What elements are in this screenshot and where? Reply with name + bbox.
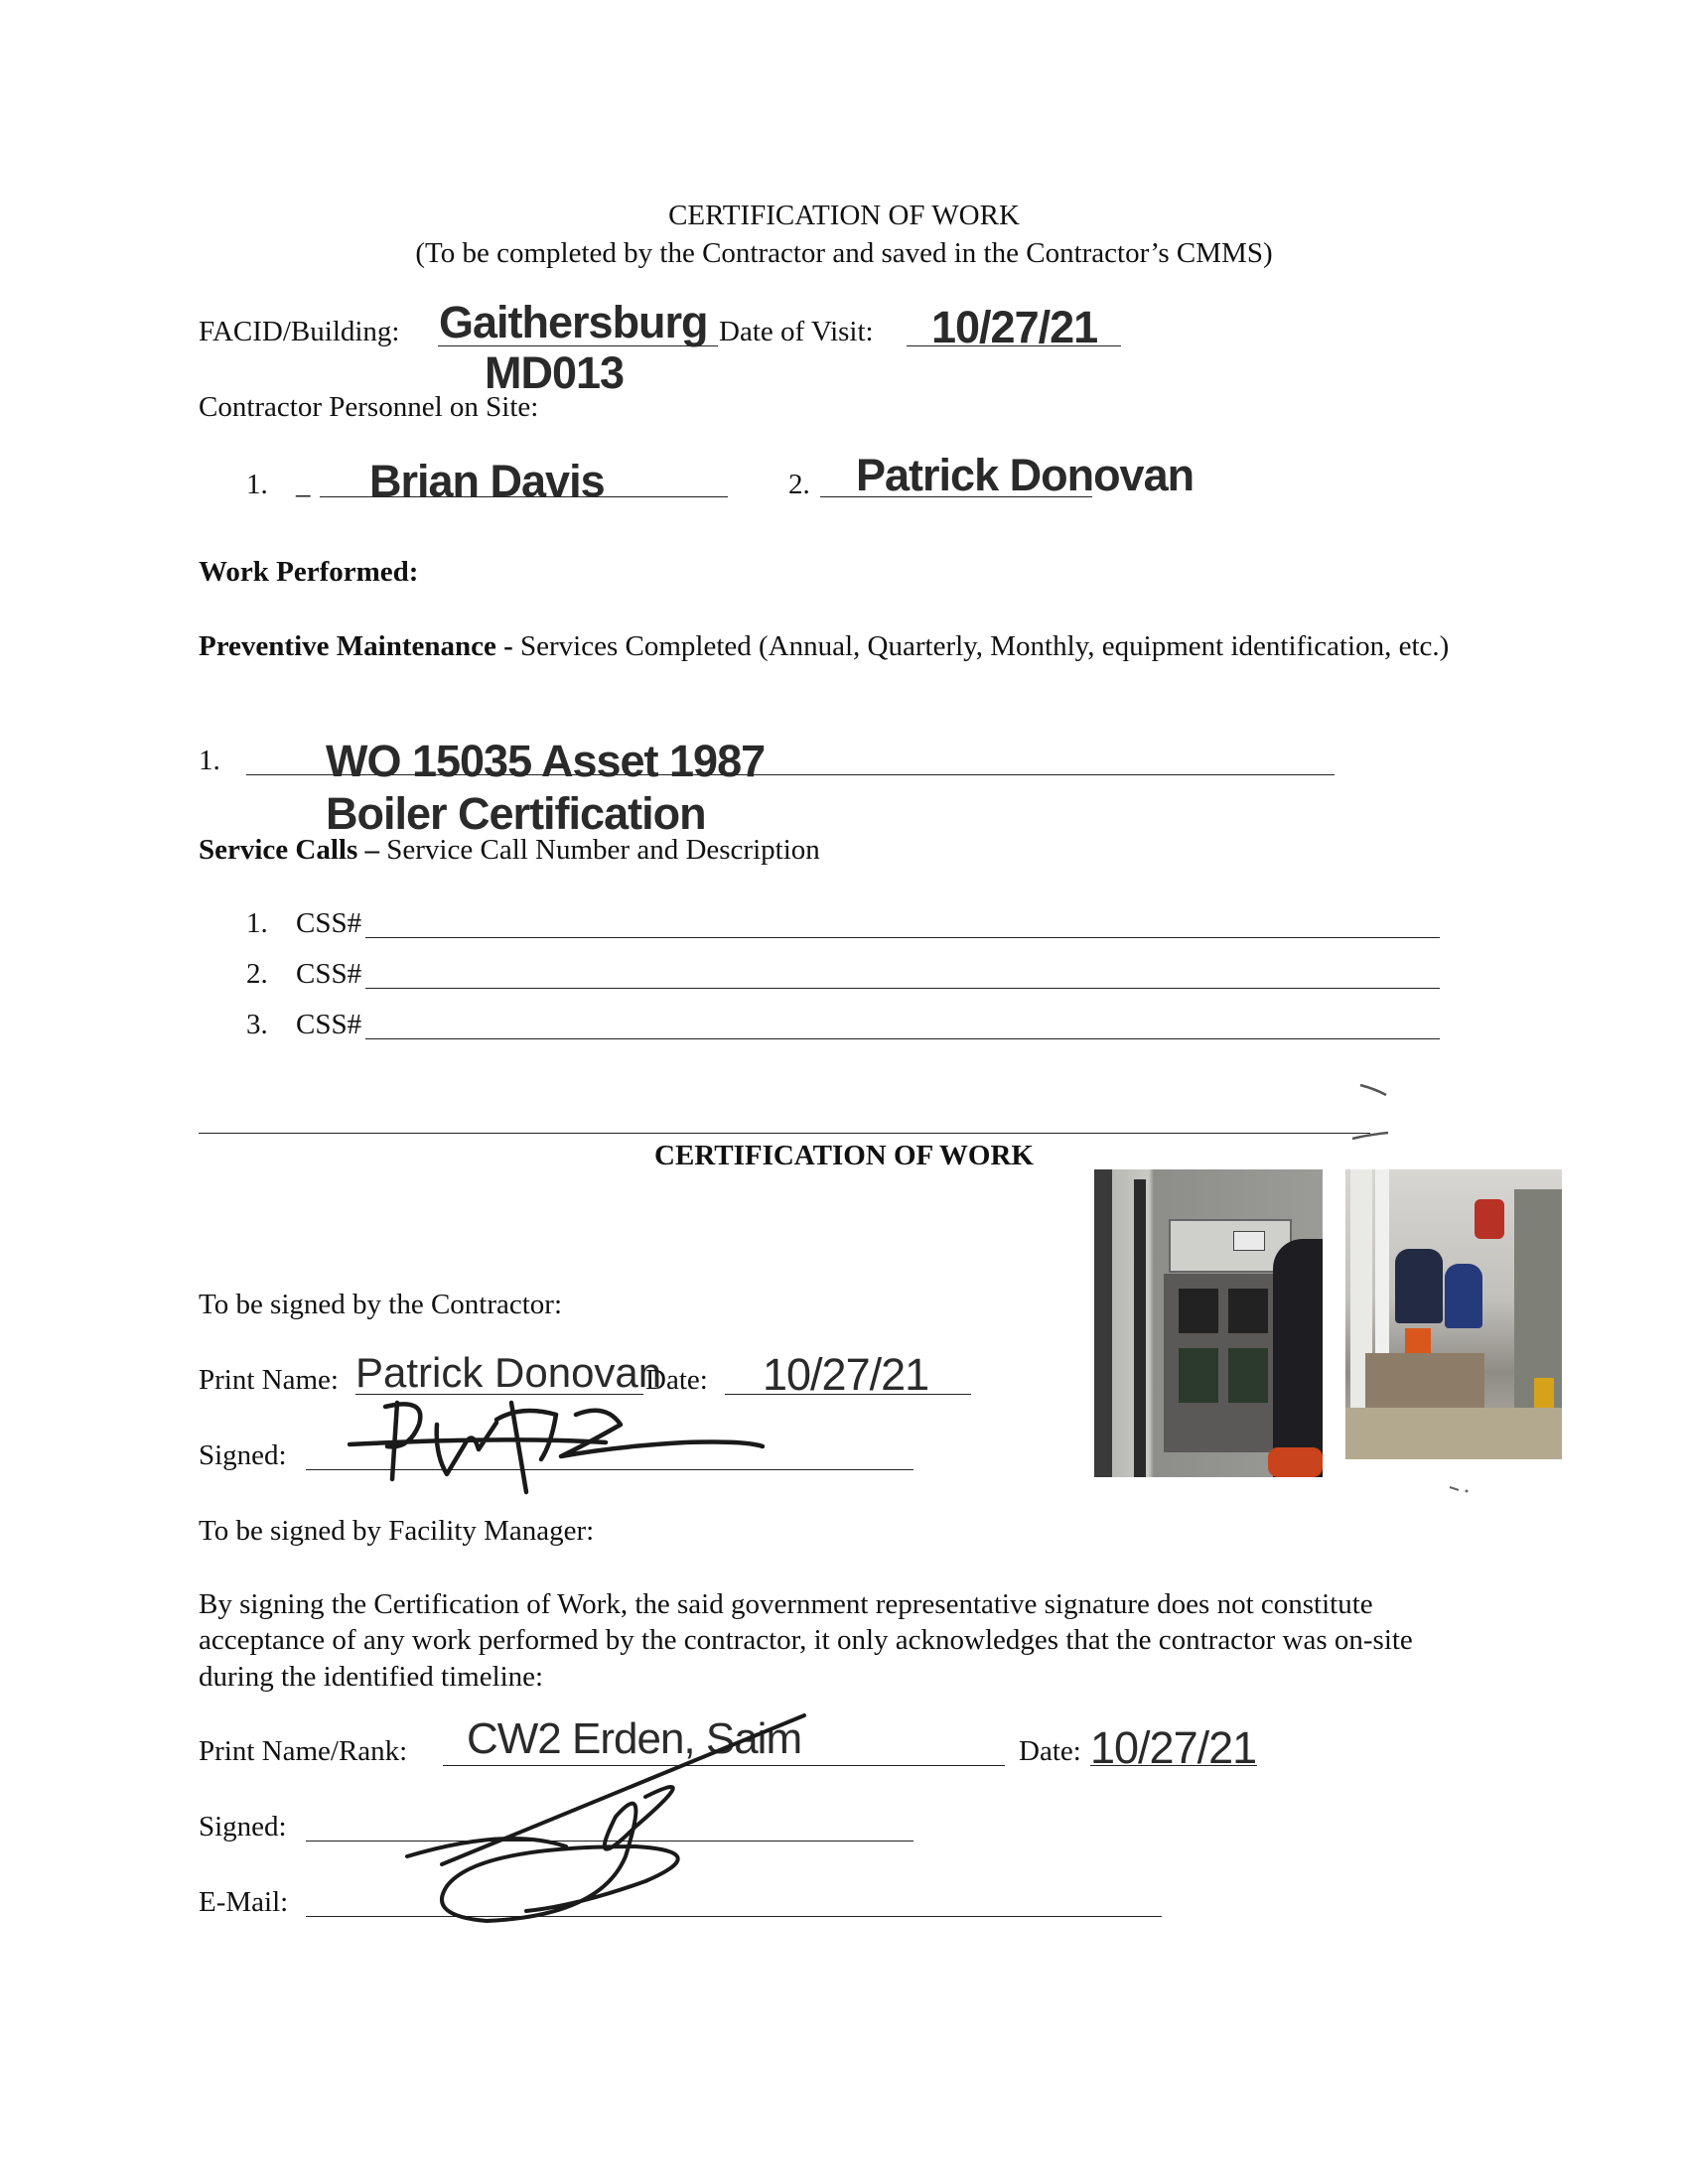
- facility-manager-date-value: 10/27/21: [1090, 1722, 1257, 1773]
- section-divider: [199, 1133, 1370, 1134]
- pm-bold-label: Preventive Maintenance -: [199, 630, 513, 662]
- service-calls-description: [199, 832, 820, 868]
- service-calls-text: Service Call Number and Description: [379, 834, 820, 866]
- pm-description-text: Services Completed (Annual, Quarterly, Monthly, equipment identification, etc.): [512, 630, 1450, 662]
- visit-date-value: 10/27/21: [931, 302, 1098, 352]
- personnel-2-number: 2.: [788, 469, 810, 500]
- document-subtitle: (To be completed by the Contractor and saved in the Contractor’s CMMS): [415, 237, 1273, 269]
- personnel-2-name: Patrick Donovan: [856, 450, 1195, 500]
- building-value-line2: MD013: [485, 347, 625, 398]
- preventive-maintenance-description: [199, 628, 1450, 664]
- pm-item-1-line1: WO 15035 Asset 1987: [326, 736, 766, 786]
- service-call-2-label: CSS#: [296, 958, 362, 990]
- personnel-1-name: Brian Davis: [369, 456, 605, 506]
- document-title: CERTIFICATION OF WORK: [668, 200, 1020, 231]
- contractor-print-name-value: Patrick Donovan: [355, 1349, 662, 1396]
- certification-heading: CERTIFICATION OF WORK: [654, 1140, 1034, 1171]
- contractor-date-value: 10/27/21: [763, 1349, 929, 1400]
- personnel-1-prefix: _: [296, 469, 311, 500]
- building-value: Gaithersburg: [439, 297, 708, 347]
- electrical-panel-photo: [1094, 1169, 1323, 1477]
- service-calls-bold-label: Service Calls –: [199, 834, 380, 866]
- work-performed-heading: Work Performed:: [199, 556, 419, 588]
- contractor-signature-icon: [348, 1385, 765, 1499]
- facility-manager-disclaimer: By signing the Certification of Work, the said government representative signature does not constitute acceptance of any work performed by the contractor, it only acknowledges that the contractor was on-site during the identified timeline:: [199, 1588, 1413, 1693]
- service-call-1-underline: [365, 937, 1440, 938]
- service-call-1-label: CSS#: [296, 907, 362, 939]
- personnel-label: Contractor Personnel on Site:: [199, 391, 539, 423]
- facility-manager-print-name-value: CW2 Erden, Saim: [467, 1714, 802, 1763]
- contractor-print-name-label: Print Name:: [199, 1364, 339, 1396]
- pm-item-1-number: 1.: [199, 745, 220, 776]
- contractor-date-label: Date:: [645, 1364, 708, 1396]
- service-call-1-number: 1.: [246, 907, 268, 939]
- service-call-3-number: 3.: [246, 1009, 268, 1040]
- building-label: FACID/Building:: [199, 316, 400, 347]
- personnel-1-number: 1.: [246, 469, 268, 500]
- visit-date-label: Date of Visit:: [719, 316, 874, 347]
- service-call-2-number: 2.: [246, 958, 268, 990]
- facility-manager-print-name-label: Print Name/Rank:: [199, 1735, 408, 1767]
- contractor-signed-label: Signed:: [199, 1439, 287, 1471]
- contractor-sign-intro: To be signed by the Contractor:: [199, 1289, 563, 1320]
- facility-manager-signature-icon: [387, 1707, 824, 1936]
- pm-item-1-line2: Boiler Certification: [326, 788, 706, 839]
- service-call-3-underline: [365, 1038, 1440, 1039]
- facility-manager-email-label: E-Mail:: [199, 1886, 289, 1918]
- facility-manager-sign-intro: To be signed by Facility Manager:: [199, 1515, 595, 1547]
- boiler-room-technicians-photo: [1345, 1169, 1562, 1459]
- service-call-2-underline: [365, 988, 1440, 989]
- facility-manager-signed-label: Signed:: [199, 1811, 287, 1843]
- speck-mark-icon: [1445, 1479, 1475, 1499]
- service-call-3-label: CSS#: [296, 1009, 362, 1040]
- facility-manager-date-label: Date:: [1019, 1735, 1081, 1767]
